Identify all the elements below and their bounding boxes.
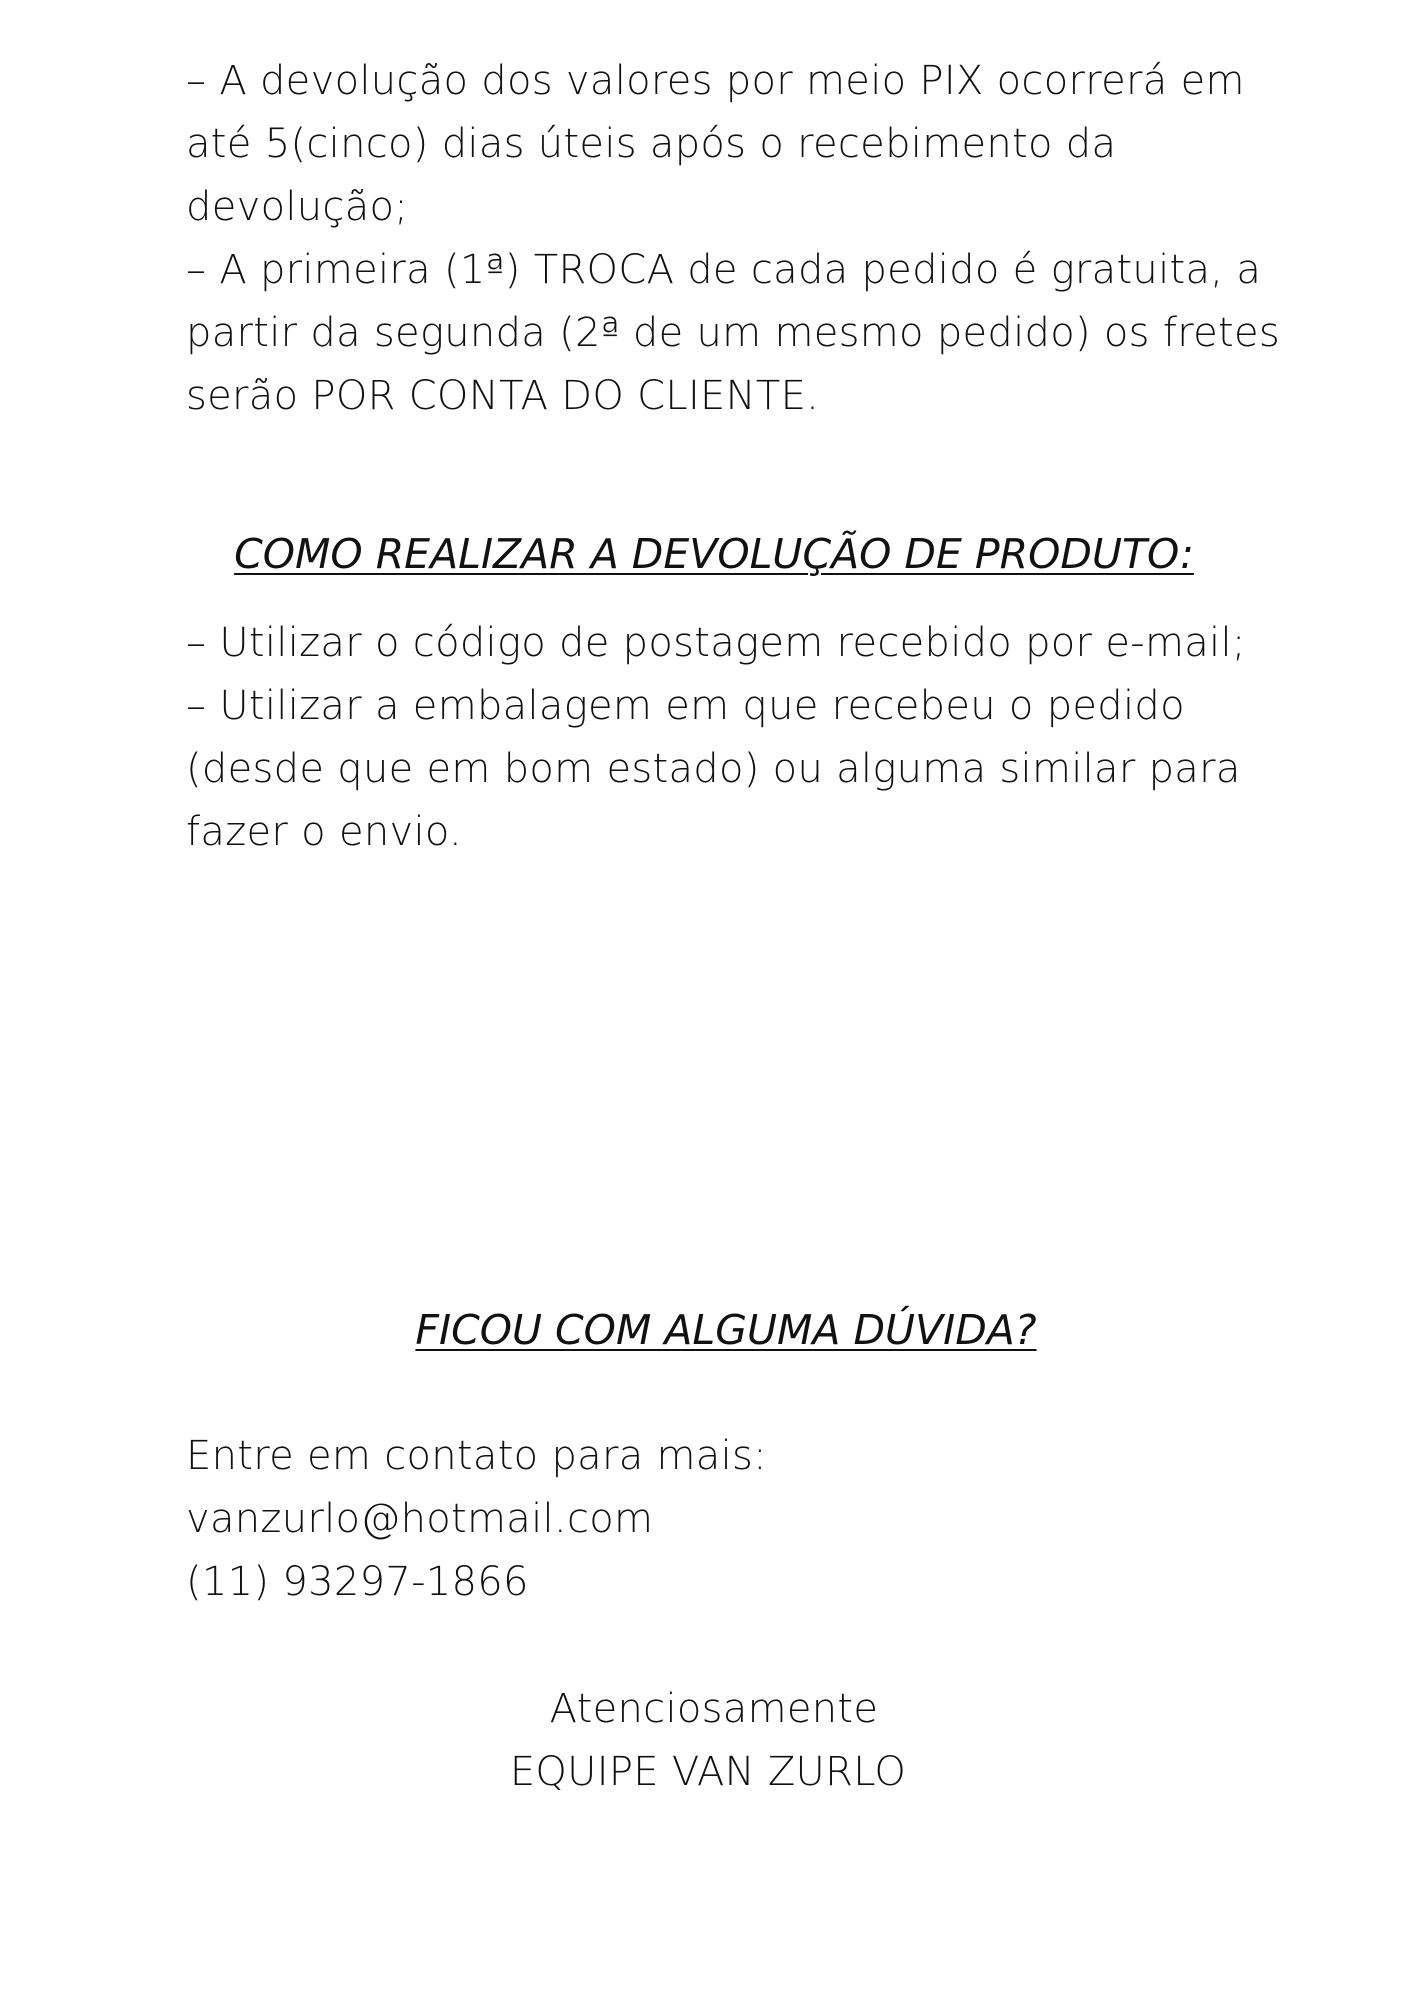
return-instructions-text (186, 612, 1296, 864)
signoff-closing: Atenciosamente (549, 1686, 879, 1732)
policy-line: serão POR CONTA DO CLIENTE. (186, 373, 820, 419)
policy-line: – A primeira (1ª) TROCA de cada pedido é gratuita, a (186, 247, 1262, 293)
signoff-team: EQUIPE VAN ZURLO (509, 1749, 907, 1795)
policy-line: partir da segunda (2ª de um mesmo pedido) os fretes (186, 310, 1281, 356)
instruction-line: fazer o envio. (186, 809, 462, 855)
contact-block (186, 1425, 1296, 1614)
section-heading-devolucao: COMO REALIZAR A DEVOLUÇÃO DE PRODUTO: (234, 530, 1194, 578)
instruction-line: – Utilizar o código de postagem recebido por e-mail; (186, 620, 1246, 666)
policy-line: – A devolução dos valores por meio PIX ocorrerá em (186, 58, 1245, 104)
policy-line: até 5(cinco) dias úteis após o recebimento da (186, 121, 1117, 167)
instruction-line: (desde que em bom estado) ou alguma similar para (186, 746, 1241, 792)
contact-phone: (11) 93297-1866 (186, 1559, 529, 1605)
policy-line: devolução; (186, 184, 409, 230)
contact-email: vanzurlo@hotmail.com (186, 1496, 654, 1542)
contact-intro: Entre em contato para mais: (186, 1433, 767, 1479)
refund-policy-text (186, 50, 1296, 428)
instruction-line: – Utilizar a embalagem em que recebeu o pedido (186, 683, 1185, 729)
signoff-block (0, 1678, 1428, 1804)
section-heading-duvida: FICOU COM ALGUMA DÚVIDA? (415, 1306, 1037, 1354)
